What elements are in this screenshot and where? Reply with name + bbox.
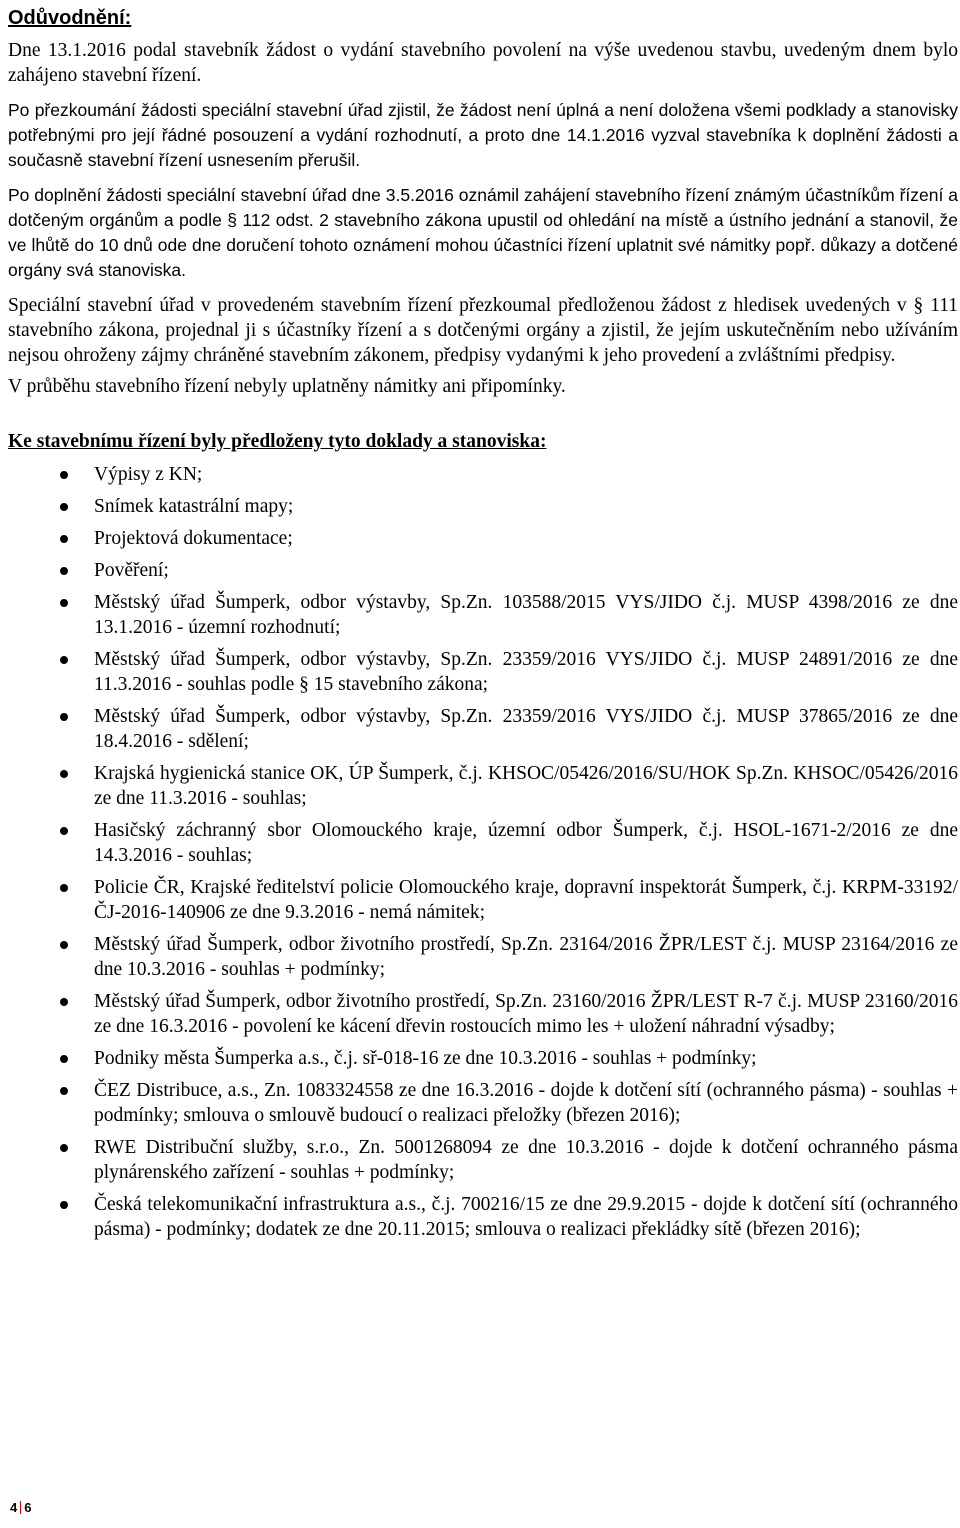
document-item [8,875,958,925]
document-item [8,494,958,519]
document-item [8,761,958,811]
document-item-text: Krajská hygienická stanice OK, ÚP Šumperk, č.j. KHSOC/05426/2016/SU/HOK Sp.Zn. KHSOC/05426/2016 ze dne 11.3.2016 - souhlas; [94,763,958,809]
document-item [8,647,958,697]
document-item-text: Podniky města Šumperka a.s., č.j. sř-018-16 ze dne 10.3.2016 - souhlas + podmínky; [94,1048,757,1069]
bullet-icon [60,884,68,892]
bullet-icon [60,941,68,949]
document-item-text: Snímek katastrální mapy; [94,496,294,517]
paragraph-notice: Po doplnění žádosti speciální stavební úřad dne 3.5.2016 oznámil zahájení stavebního řízení známým účastníkům řízení a dotčeným orgánům a podle § 112 odst. 2 stavebního zákona upustil od ohledání na místě a ústního jednání a stanovil, že ve lhůtě do 10 dnů ode dne doručení tohoto oznámení mohou účastníci řízení uplatnit své námitky popř. důkazy a dotčené orgány svá stanoviska. [8,185,958,280]
section-heading: Odůvodnění: [8,7,132,29]
document-item-text: Městský úřad Šumperk, odbor výstavby, Sp.Zn. 23359/2016 VYS/JIDO č.j. MUSP 37865/2016 ze dne 18.4.2016 - sdělení; [94,706,958,752]
document-item-text: Městský úřad Šumperk, odbor životního prostředí, Sp.Zn. 23164/2016 ŽPR/LEST č.j. MUSP 23164/2016 ze dne 10.3.2016 - souhlas + podmínky; [94,934,958,980]
document-item [8,989,958,1039]
bullet-icon [60,656,68,664]
total-pages: 6 [24,1500,32,1515]
document-item [8,1078,958,1128]
document-item-text: ČEZ Distribuce, a.s., Zn. 1083324558 ze dne 16.3.2016 - dojde k dotčení sítí (ochranného pásma) - souhlas + podmínky; smlouva o smlouvě budoucí o realizaci přeložky (březen 2016); [94,1080,958,1126]
bullet-icon [60,1055,68,1063]
document-item [8,1046,958,1071]
paragraph-objections: V průběhu stavebního řízení nebyly uplatněny námitky ani připomínky. [8,376,566,397]
documents-title: Ke stavebnímu řízení byly předloženy tyto doklady a stanoviska: [8,431,547,452]
document-item [8,1135,958,1185]
bullet-icon [60,827,68,835]
document-item-text: Městský úřad Šumperk, odbor životního prostředí, Sp.Zn. 23160/2016 ŽPR/LEST R-7 č.j. MUSP 23160/2016 ze dne 16.3.2016 - povolení ke kácení dřevin rostoucích mimo les + uložení náhradní výsadby; [94,991,958,1037]
document-item-text: Česká telekomunikační infrastruktura a.s., č.j. 700216/15 ze dne 29.9.2015 - dojde k dotčení sítí (ochranného pásma) - podmínky; dodatek ze dne 20.11.2015; smlouva o realizaci překládky sítě (březen 2016); [94,1194,958,1240]
document-item-text: Pověření; [94,560,169,581]
paragraph-assessment: Speciální stavební úřad v provedeném stavebním řízení přezkoumal předloženou žádost z hledisek uvedených v § 111 stavebního zákona, projednal ji s účastníky řízení a s dotčenými orgány a zjistil, že jejím uskutečněním nebo užíváním nejsou ohroženy zájmy chráněné stavebním zákonem, předpisy vydanými k jeho provedení a zvláštními předpisy. [8,295,958,366]
bullet-icon [60,1087,68,1095]
document-item-text: Policie ČR, Krajské ředitelství policie Olomouckého kraje, dopravní inspektorát Šumperk, č.j. KRPM-33192/ČJ-2016-140906 ze dne 9.3.2016 - nemá námitek; [94,877,958,923]
bullet-icon [60,599,68,607]
bullet-icon [60,471,68,479]
current-page: 4 [10,1500,18,1515]
document-item-text: Městský úřad Šumperk, odbor výstavby, Sp.Zn. 103588/2015 VYS/JIDO č.j. MUSP 4398/2016 ze dne 13.1.2016 - územní rozhodnutí; [94,592,958,638]
document-item [8,932,958,982]
document-item [8,704,958,754]
document-item [8,818,958,868]
bullet-icon [60,535,68,543]
bullet-icon [60,998,68,1006]
document-item [8,526,958,551]
document-item-text: Výpisy z KN; [94,464,203,485]
bullet-icon [60,503,68,511]
document-item-text: Městský úřad Šumperk, odbor výstavby, Sp.Zn. 23359/2016 VYS/JIDO č.j. MUSP 24891/2016 ze dne 11.3.2016 - souhlas podle § 15 stavebního zákona; [94,649,958,695]
paragraph-application: Dne 13.1.2016 podal stavebník žádost o vydání stavebního povolení na výše uvedenou stavbu, uvedeným dnem bylo zahájeno stavební řízení. [8,40,958,86]
paragraph-review: Po přezkoumání žádosti speciální stavební úřad zjistil, že žádost není úplná a není doložena všemi podklady a stanovisky potřebnými pro její řádné posouzení a vydání rozhodnutí, a proto dne 14.1.2016 vyzval stavebníka k doplnění žádosti a současně stavební řízení usnesením přerušil. [8,100,958,170]
document-item-text: Hasičský záchranný sbor Olomouckého kraje, územní odbor Šumperk, č.j. HSOL-1671-2/2016 ze dne 14.3.2016 - souhlas; [94,820,958,866]
document-item [8,558,958,583]
bullet-icon [60,770,68,778]
document-item [8,590,958,640]
document-item-text: Projektová dokumentace; [94,528,293,549]
bullet-icon [60,1144,68,1152]
bullet-icon [60,713,68,721]
document-item-text: RWE Distribuční služby, s.r.o., Zn. 5001268094 ze dne 10.3.2016 - dojde k dotčení ochranného pásma plynárenského zařízení - souhlas + podmínky; [94,1137,958,1183]
document-item [8,1192,958,1242]
page-number [10,1500,31,1515]
page-separator [20,1501,21,1514]
documents-list [8,462,958,1242]
document-item [8,462,958,487]
document-page [8,0,958,1249]
bullet-icon [60,1201,68,1209]
bullet-icon [60,567,68,575]
